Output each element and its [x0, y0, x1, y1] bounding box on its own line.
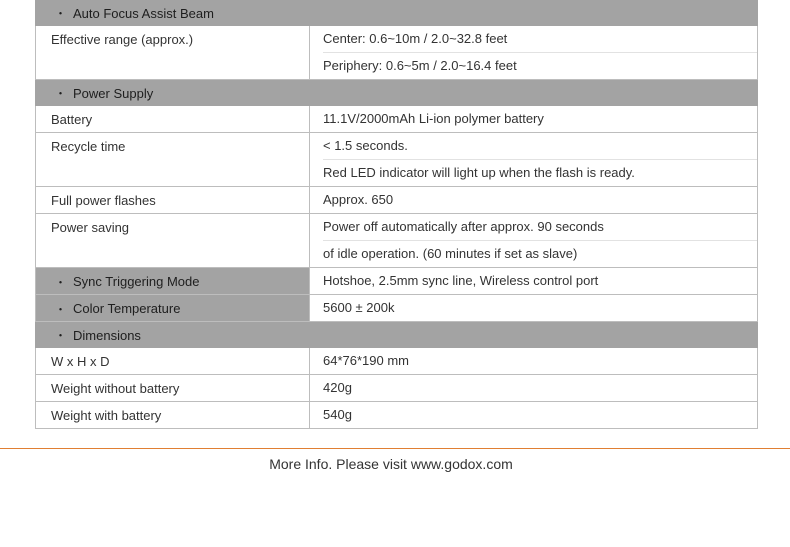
row-value: of idle operation. (60 minutes if set as slave): [323, 240, 757, 267]
footer-text: More Info. Please visit www.godox.com: [269, 456, 513, 472]
spec-table: [35, 0, 758, 429]
section-header-dimensions: ・ Dimensions: [35, 322, 758, 348]
row-label: Effective range (approx.): [36, 26, 310, 79]
table-row-weight-without-battery: [35, 375, 758, 402]
table-row-sync-triggering-mode: ・ Sync Triggering Mode Hotshoe, 2.5mm sync line, Wireless control port: [35, 268, 758, 295]
row-label: W x H x D: [36, 348, 310, 374]
table-row-power-saving: [35, 214, 758, 268]
table-row-effective-range: [35, 26, 758, 80]
row-label: Weight with battery: [36, 402, 310, 428]
section-title: Auto Focus Assist Beam: [73, 6, 214, 21]
section-title: Sync Triggering Mode: [73, 273, 200, 289]
row-value: Periphery: 0.6~5m / 2.0~16.4 feet: [323, 52, 757, 79]
row-value: Center: 0.6~10m / 2.0~32.8 feet: [323, 31, 508, 46]
row-label: Full power flashes: [36, 187, 310, 213]
row-value: 11.1V/2000mAh Li-ion polymer battery: [323, 111, 544, 126]
row-value: Power off automatically after approx. 90 seconds: [323, 219, 604, 234]
row-value: 64*76*190 mm: [323, 353, 409, 368]
row-label: Weight without battery: [36, 375, 310, 401]
footer-divider: [0, 448, 790, 449]
section-header-af-assist-beam: ・ Auto Focus Assist Beam: [35, 0, 758, 26]
section-title: Dimensions: [73, 328, 141, 343]
section-title: Power Supply: [73, 86, 154, 101]
table-row-dimensions: [35, 348, 758, 375]
row-label: Power saving: [36, 214, 310, 267]
table-row-color-temperature: ・ Color Temperature 5600 ± 200k: [35, 295, 758, 322]
table-row-full-power-flashes: [35, 187, 758, 214]
row-label: Battery: [36, 106, 310, 132]
row-value: Red LED indicator will light up when the flash is ready.: [323, 159, 757, 186]
section-title: Color Temperature: [73, 300, 181, 316]
table-row-weight-with-battery: [35, 402, 758, 429]
table-row-recycle-time: [35, 133, 758, 187]
row-label: Recycle time: [36, 133, 310, 186]
row-value: Hotshoe, 2.5mm sync line, Wireless control port: [323, 273, 599, 288]
section-header-power-supply: ・ Power Supply: [35, 80, 758, 106]
row-value: 5600 ± 200k: [323, 300, 395, 315]
row-value: 420g: [323, 380, 352, 395]
row-value: < 1.5 seconds.: [323, 138, 408, 153]
row-value: 540g: [323, 407, 352, 422]
table-row-battery: [35, 106, 758, 133]
row-value: Approx. 650: [323, 192, 394, 207]
